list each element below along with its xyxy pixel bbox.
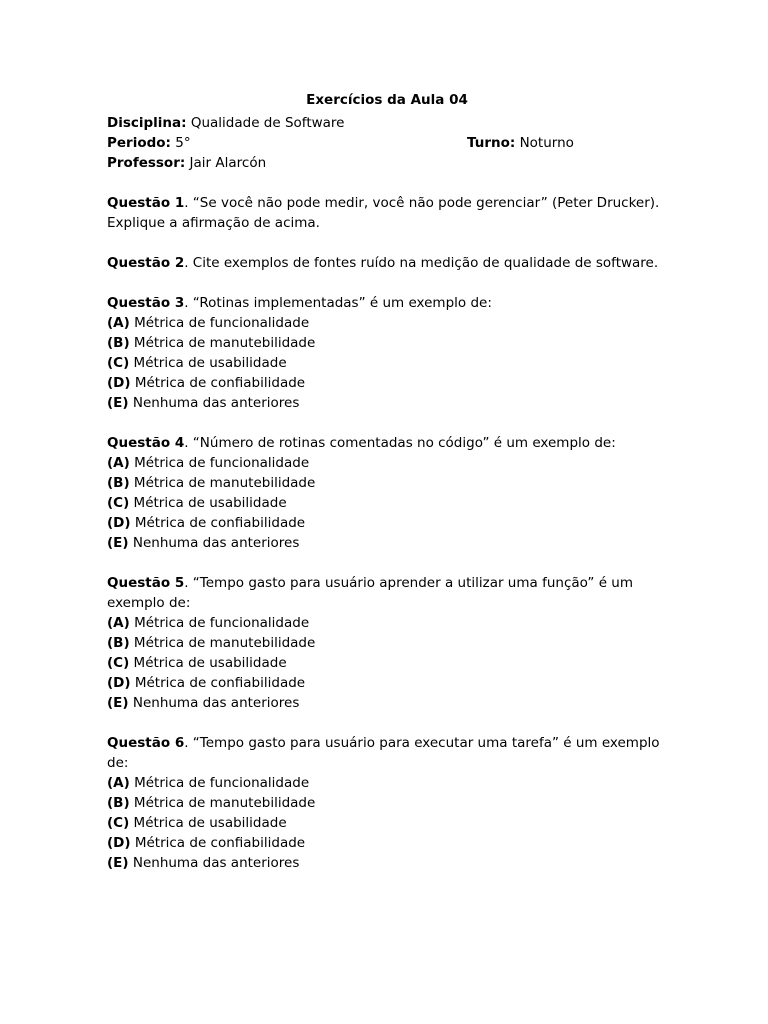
option-key: (D) [107, 375, 131, 391]
option-key: (B) [107, 335, 130, 351]
option-e [107, 693, 667, 713]
option-key: (E) [107, 855, 129, 871]
option-text: Métrica de funcionalidade [129, 455, 310, 471]
option-key: (B) [107, 795, 130, 811]
option-key: (C) [107, 815, 130, 831]
option-a [107, 313, 667, 333]
question-label: Questão 3 [107, 295, 185, 311]
document-title: Exercícios da Aula 04 [306, 92, 468, 108]
option-text: Métrica de manutebilidade [129, 635, 316, 651]
option-text: Métrica de manutebilidade [129, 335, 316, 351]
option-key: (D) [107, 675, 131, 691]
option-key: (B) [107, 475, 130, 491]
periodo-value: 5° [170, 135, 191, 151]
document-content [107, 89, 667, 873]
option-b [107, 633, 667, 653]
option-b [107, 333, 667, 353]
question-3 [107, 293, 667, 413]
option-text: Nenhuma das anteriores [128, 695, 300, 711]
question-label: Questão 5 [107, 575, 185, 591]
option-text: Métrica de confiabilidade [130, 835, 306, 851]
option-text: Métrica de usabilidade [129, 495, 287, 511]
option-d [107, 833, 667, 853]
option-text: Métrica de funcionalidade [129, 775, 310, 791]
option-key: (C) [107, 655, 130, 671]
meta-professor [107, 153, 667, 173]
option-key: (D) [107, 835, 131, 851]
question-1 [107, 193, 667, 233]
question-text [107, 433, 667, 453]
option-text: Métrica de confiabilidade [130, 515, 306, 531]
turno-field [467, 133, 574, 153]
question-2 [107, 253, 667, 273]
disciplina-value: Qualidade de Software [186, 115, 345, 131]
option-text: Nenhuma das anteriores [128, 535, 300, 551]
option-a [107, 613, 667, 633]
option-b [107, 793, 667, 813]
option-text: Métrica de confiabilidade [130, 375, 306, 391]
option-key: (E) [107, 695, 129, 711]
question-body: . “Se você não pode medir, você não pode gerenciar” (Peter Drucker). Explique a afirmação de acima. [107, 195, 660, 231]
option-text: Métrica de funcionalidade [129, 315, 310, 331]
option-text: Métrica de manutebilidade [129, 475, 316, 491]
turno-label: Turno: [467, 135, 516, 151]
option-c [107, 493, 667, 513]
disciplina-label: Disciplina: [107, 115, 187, 131]
option-d [107, 673, 667, 693]
question-5 [107, 573, 667, 713]
option-text: Nenhuma das anteriores [128, 395, 300, 411]
option-text: Métrica de funcionalidade [129, 615, 310, 631]
meta-disciplina [107, 113, 667, 133]
option-key: (A) [107, 455, 130, 471]
question-body: . “Número de rotinas comentadas no código” é um exemplo de: [184, 435, 616, 451]
option-key: (E) [107, 535, 129, 551]
meta-periodo-turno [107, 133, 667, 153]
question-body: . “Rotinas implementadas” é um exemplo de: [184, 295, 492, 311]
option-text: Métrica de confiabilidade [130, 675, 306, 691]
question-text [107, 193, 667, 233]
question-text [107, 253, 667, 273]
option-text: Métrica de usabilidade [129, 815, 287, 831]
option-d [107, 373, 667, 393]
option-e [107, 853, 667, 873]
option-key: (D) [107, 515, 131, 531]
question-label: Questão 2 [107, 255, 185, 271]
question-text [107, 573, 667, 613]
option-key: (C) [107, 495, 130, 511]
question-6 [107, 733, 667, 873]
option-key: (A) [107, 775, 130, 791]
question-label: Questão 1 [107, 195, 185, 211]
question-label: Questão 4 [107, 435, 185, 451]
question-body: . “Tempo gasto para usuário aprender a utilizar uma função” é um exemplo de: [107, 575, 634, 611]
question-text [107, 733, 667, 773]
question-label: Questão 6 [107, 735, 185, 751]
option-c [107, 353, 667, 373]
question-body: . “Tempo gasto para usuário para executar uma tarefa” é um exemplo de: [107, 735, 660, 771]
question-4 [107, 433, 667, 553]
option-b [107, 473, 667, 493]
option-a [107, 453, 667, 473]
option-key: (A) [107, 615, 130, 631]
option-key: (E) [107, 395, 129, 411]
option-d [107, 513, 667, 533]
option-key: (C) [107, 355, 130, 371]
option-text: Métrica de usabilidade [129, 655, 287, 671]
option-e [107, 533, 667, 553]
option-e [107, 393, 667, 413]
periodo-label: Periodo: [107, 135, 171, 151]
option-key: (B) [107, 635, 130, 651]
option-c [107, 653, 667, 673]
option-text: Métrica de manutebilidade [129, 795, 316, 811]
professor-label: Professor: [107, 155, 186, 171]
option-text: Métrica de usabilidade [129, 355, 287, 371]
professor-value: Jair Alarcón [185, 155, 267, 171]
turno-value: Noturno [515, 135, 574, 151]
option-text: Nenhuma das anteriores [128, 855, 300, 871]
question-text [107, 293, 667, 313]
option-a [107, 773, 667, 793]
option-key: (A) [107, 315, 130, 331]
question-body: . Cite exemplos de fontes ruído na medição de qualidade de software. [184, 255, 659, 271]
option-c [107, 813, 667, 833]
